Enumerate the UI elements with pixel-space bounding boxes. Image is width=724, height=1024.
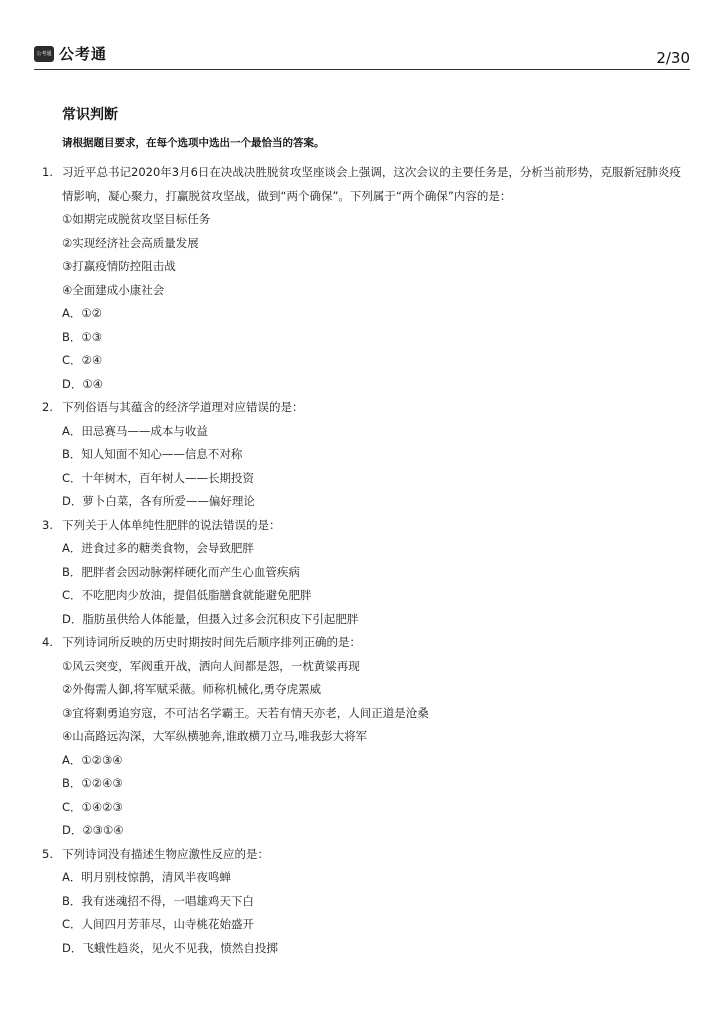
statement: ④山高路远沟深，大军纵横驰奔,谁敢横刀立马,唯我彭大将军 (62, 729, 368, 743)
question-stem: 下列诗词没有描述生物应激性反应的是： (62, 846, 269, 861)
option-b: B．肥胖者会因动脉粥样硬化而产生心血管疾病 (62, 564, 300, 579)
statement: ②实现经济社会高质量发展 (62, 235, 199, 250)
option-b: B．知人知面不知心——信息不对称 (62, 447, 243, 461)
question-stem: 下列俗语与其蕴含的经济学道理对应错误的是： (62, 400, 304, 414)
question-2 (42, 396, 692, 514)
page-header (34, 42, 690, 68)
question-number: 2. (42, 400, 53, 414)
option-b: B．①③ (62, 329, 103, 344)
option-a: A．明月别枝惊鹊，清风半夜鸣蝉 (62, 870, 231, 884)
page-number: 2/30 (656, 49, 690, 67)
question-stem: 下列关于人体单纯性肥胖的说法错误的是： (62, 517, 281, 532)
option-a: A．进食过多的糖类食物，会导致肥胖 (62, 541, 254, 555)
option-c: C．十年树木，百年树人——长期投资 (62, 470, 255, 485)
option-c: C．人间四月芳菲尽，山寺桃花始盛开 (62, 917, 255, 931)
option-a: A．田忌赛马——成本与收益 (62, 423, 208, 438)
option-d: D．萝卜白菜，各有所爱——偏好理论 (62, 494, 255, 508)
question-number: 5. (42, 846, 53, 861)
statement: ①如期完成脱贫攻坚目标任务 (62, 212, 211, 226)
option-b: B．我有迷魂招不得，一唱雄鸡天下白 (62, 893, 254, 908)
brand-name: 公考通 (59, 45, 108, 63)
question-list (42, 161, 692, 960)
option-a: A．①②③④ (62, 752, 123, 767)
option-b: B．①②④③ (62, 776, 123, 790)
question-5 (42, 843, 692, 961)
option-d: D．①④ (62, 376, 103, 391)
option-c: C．②④ (62, 353, 103, 367)
brand-logo-icon: 公考通 (34, 46, 54, 62)
statement: ②外侮需人御,将军赋采薇。师称机械化,勇夺虎罴威 (62, 682, 322, 696)
question-stem: 习近平总书记2020年3月6日在决战决胜脱贫攻坚座谈会上强调，这次会议的主要任务是，分析当前形势，克服新冠肺炎疫情影响，凝心聚力，打赢脱贫攻坚战，做到“两个确保”。下列属于“两个确保”内容的是： (62, 165, 681, 203)
question-1 (42, 161, 692, 396)
statement: ③打赢疫情防控阻击战 (62, 259, 176, 273)
statement: ③宜将剩勇追穷寇，不可沽名学霸王。天若有情天亦老，人间正道是沧桑 (62, 705, 429, 720)
question-stem: 下列诗词所反映的历史时期按时间先后顺序排列正确的是： (62, 635, 361, 649)
section-instruction: 请根据题目要求，在每个选项中选出一个最恰当的答案。 (62, 137, 325, 149)
statement: ①风云突变，军阀重开战，洒向人间都是怨，一枕黄粱再现 (62, 658, 360, 673)
question-3 (42, 514, 692, 632)
question-4 (42, 631, 692, 843)
question-number: 3. (42, 517, 53, 532)
option-d: D．②③①④ (62, 823, 124, 837)
option-a: A．①② (62, 306, 102, 320)
statement: ④全面建成小康社会 (62, 282, 165, 297)
option-c: C．不吃肥肉少放油，提倡低脂膳食就能避免肥胖 (62, 588, 312, 602)
question-number: 1. (42, 165, 53, 179)
option-d: D．飞蛾性趋炎，见火不见我，愤然自投掷 (62, 940, 278, 955)
section-title: 常识判断 (62, 107, 118, 123)
option-c: C．①④②③ (62, 799, 123, 814)
header-divider (34, 69, 690, 70)
option-d: D．脂肪虽供给人体能量，但摄入过多会沉积皮下引起肥胖 (62, 611, 359, 626)
question-number: 4. (42, 635, 53, 649)
